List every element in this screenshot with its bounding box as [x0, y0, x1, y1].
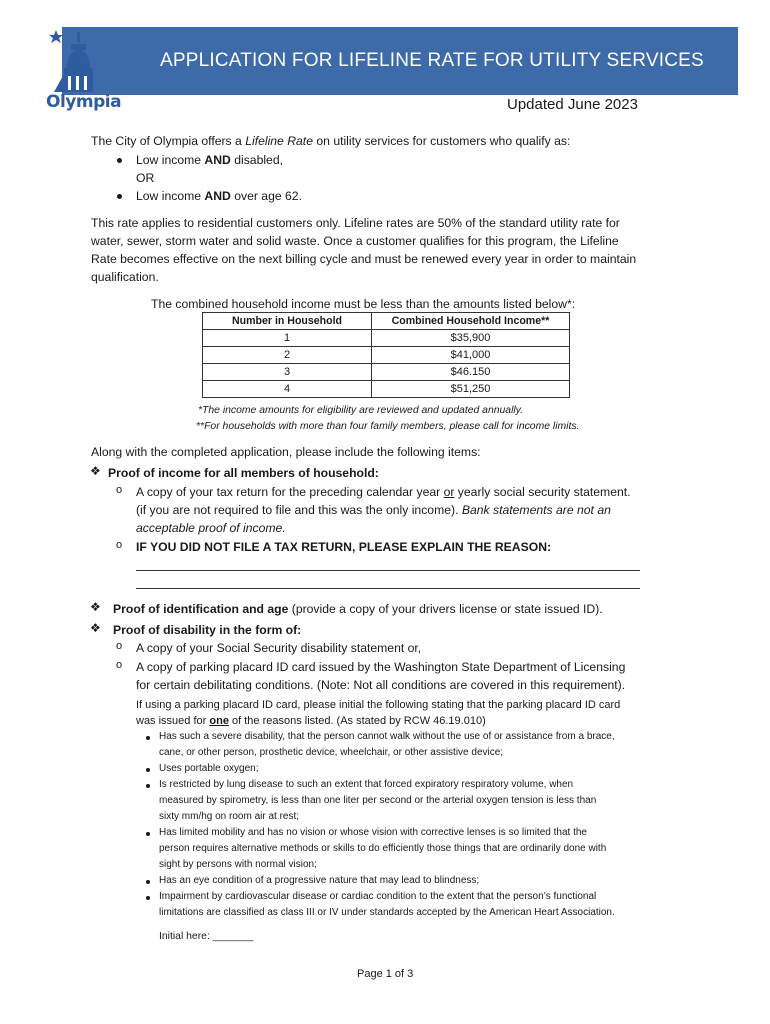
- qualify-text: Low income: [136, 153, 205, 167]
- condition-5: Has an eye condition of a progressive nature that may lead to blindness;: [159, 875, 480, 886]
- table-cell: $41,000: [372, 347, 570, 364]
- tax-emphasis: Bank statements are not an: [461, 503, 611, 517]
- condition-2: Uses portable oxygen;: [159, 763, 259, 774]
- bullet-icon: [117, 158, 122, 163]
- table-cell: 1: [203, 330, 372, 347]
- qualify-text-end: disabled,: [230, 153, 283, 167]
- table-header: Number in Household: [203, 313, 372, 330]
- condition-6-line-1: Impairment by cardiovascular disease or cardiac condition to the extent that the person’s functional: [159, 891, 597, 902]
- income-note-1: *The income amounts for eligibility are reviewed and updated annually.: [198, 405, 523, 416]
- logo-text: Olympia: [46, 92, 122, 112]
- table-cell: 2: [203, 347, 372, 364]
- circle-bullet-icon: o: [116, 659, 123, 671]
- table-cell: $46.150: [372, 364, 570, 381]
- bullet-icon: [146, 736, 150, 740]
- proof-id-text: (provide a copy of your drivers license or state issued ID).: [288, 602, 603, 616]
- bullet-icon: [146, 784, 150, 788]
- diamond-bullet-icon: ❖: [90, 600, 101, 614]
- disability-placard-line-1: A copy of parking placard ID card issued by the Washington State Department of Licensing: [136, 660, 626, 674]
- disability-placard-line-2: for certain debilitating conditions. (Note: Not all conditions are covered in this requirement).: [136, 678, 626, 692]
- intro-lead-emphasis: Lifeline Rate: [245, 134, 313, 148]
- page-title: APPLICATION FOR LIFELINE RATE FOR UTILITY SERVICES: [160, 50, 704, 71]
- proof-disability-heading: Proof of disability in the form of:: [113, 623, 302, 637]
- rate-paragraph-line: Rate becomes effective on the next billing cycle and must be renewed every year in order to maintain: [91, 252, 637, 266]
- no-tax-return-heading: IF YOU DID NOT FILE A TAX RETURN, PLEASE EXPLAIN THE REASON:: [136, 540, 552, 554]
- condition-3-line-3: sixty mm/hg on room air at rest;: [159, 811, 300, 822]
- proof-id-heading: Proof of identification and age: [113, 602, 289, 616]
- diamond-bullet-icon: ❖: [90, 621, 101, 635]
- income-note-2: **For households with more than four family members, please call for income limits.: [196, 421, 580, 432]
- table-cell: 3: [203, 364, 372, 381]
- tax-text: (if you are not required to file and this was the only income).: [136, 503, 462, 517]
- proof-id-line: [113, 600, 603, 618]
- tax-text: A copy of your tax return for the preceding calendar year: [136, 485, 444, 499]
- condition-4-line-2: person requires alternative methods or skills to do efficiently those things that are ordinarily done with: [159, 843, 607, 854]
- qualify-and: AND: [204, 153, 231, 167]
- condition-1-line-1: Has such a severe disability, that the person cannot walk without the use of or assistance from a brace,: [159, 731, 615, 742]
- diamond-bullet-icon: ❖: [90, 464, 101, 478]
- rate-paragraph-line: qualification.: [91, 270, 159, 284]
- table-cell: $35,900: [372, 330, 570, 347]
- condition-6-line-2: limitations are classified as class III or IV under standards accepted by the American Heart Association.: [159, 907, 615, 918]
- income-table-caption: The combined household income must be less than the amounts listed below*:: [151, 297, 576, 311]
- bullet-icon: [117, 194, 122, 199]
- table-header: Combined Household Income**: [372, 313, 570, 330]
- updated-date: Updated June 2023: [507, 96, 638, 113]
- placard-instruction-2: [136, 713, 486, 729]
- disability-ssa: A copy of your Social Security disability statement or,: [136, 641, 422, 655]
- bullet-icon: [146, 768, 150, 772]
- initial-here-field[interactable]: Initial here: _______: [159, 931, 254, 942]
- table-cell: 4: [203, 381, 372, 398]
- tax-or: or: [443, 485, 455, 499]
- qualify-and: AND: [204, 189, 231, 203]
- condition-3-line-1: Is restricted by lung disease to such an extent that forced expiratory respiratory volume, when: [159, 779, 574, 790]
- tax-return-line-3: acceptable proof of income.: [136, 521, 286, 535]
- table-row: [203, 364, 570, 381]
- placard-one: one: [209, 715, 229, 727]
- placard-instruction-1: If using a parking placard ID card, please initial the following stating that the parking placard ID card: [136, 699, 621, 711]
- rate-paragraph-line: water, sewer, storm water and solid waste. Once a customer qualifies for this program, the Lifeline: [91, 234, 619, 248]
- explain-reason-line-2[interactable]: [136, 588, 640, 589]
- tax-text-end: yearly social security statement.: [454, 485, 631, 499]
- intro-lead-text: The City of Olympia offers a: [91, 134, 246, 148]
- tax-return-line-1: [136, 483, 631, 501]
- bullet-icon: [146, 880, 150, 884]
- items-intro: Along with the completed application, please include the following items:: [91, 445, 481, 459]
- page-number: Page 1 of 3: [357, 968, 414, 980]
- table-row: [203, 330, 570, 347]
- table-cell: $51,250: [372, 381, 570, 398]
- qualify-item-age: [136, 187, 302, 205]
- circle-bullet-icon: o: [116, 640, 123, 652]
- rate-paragraph-line: This rate applies to residential customers only. Lifeline rates are 50% of the standard utility rate for: [91, 216, 620, 230]
- condition-4-line-1: Has limited mobility and has no vision or whose vision with corrective lenses is so limited that the: [159, 827, 587, 838]
- bullet-icon: [146, 896, 150, 900]
- qualify-text: Low income: [136, 189, 205, 203]
- qualify-text-end: over age 62.: [230, 189, 302, 203]
- explain-reason-line-1[interactable]: [136, 570, 640, 571]
- qualify-or: OR: [136, 171, 155, 185]
- qualify-item-disabled: [136, 151, 283, 169]
- intro-lead-text-end: on utility services for customers who qualify as:: [312, 134, 571, 148]
- table-row: [203, 347, 570, 364]
- condition-4-line-3: sight by persons with normal vision;: [159, 859, 317, 870]
- proof-income-heading: Proof of income for all members of household:: [108, 466, 379, 480]
- table-row: [203, 381, 570, 398]
- placard-text: was issued for: [136, 715, 210, 727]
- table-header-row: [203, 313, 570, 330]
- condition-3-line-2: measured by spirometry, is less than one liter per second or the arterial oxygen tension is less than: [159, 795, 597, 806]
- tax-return-line-2: [136, 501, 611, 519]
- income-table: [202, 312, 570, 398]
- circle-bullet-icon: o: [116, 484, 123, 496]
- circle-bullet-icon: o: [116, 539, 123, 551]
- bullet-icon: [146, 832, 150, 836]
- condition-1-line-2: cane, or other person, prosthetic device, wheelchair, or other assistive device;: [159, 747, 504, 758]
- placard-text-end: of the reasons listed. (As stated by RCW 46.19.010): [228, 715, 486, 727]
- intro-lead: [91, 132, 570, 150]
